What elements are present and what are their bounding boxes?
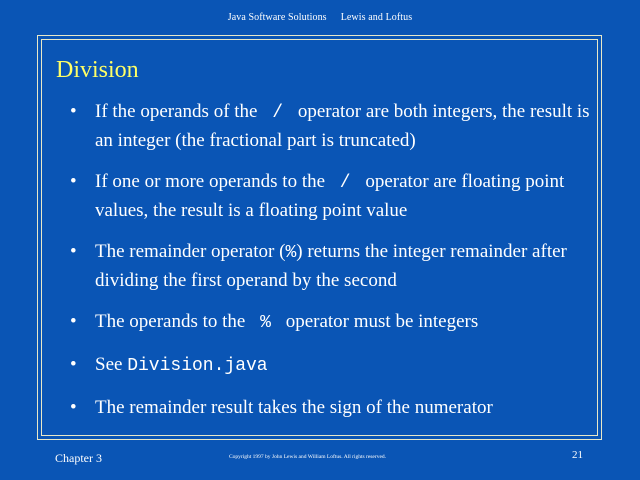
slide-header xyxy=(0,12,640,23)
bullet-list xyxy=(60,98,590,435)
bullet-text-pre: See xyxy=(95,354,123,375)
bullet-item xyxy=(60,394,590,421)
slide-title: Division xyxy=(56,57,139,83)
bullet-dot: • xyxy=(70,311,77,332)
bullet-item xyxy=(60,351,590,380)
bullet-text-pre: The remainder result takes the sign of the numerator xyxy=(95,397,493,418)
bullet-dot: • xyxy=(70,397,77,418)
bullet-code: Division.java xyxy=(127,356,268,376)
bullet-code: % xyxy=(260,313,271,333)
book-title: Java Software Solutions xyxy=(227,12,327,23)
bullet-text-pre: The remainder operator ( xyxy=(95,241,286,262)
bullet-dot: • xyxy=(70,171,77,192)
bullet-text-pre: The operands to the xyxy=(95,311,246,332)
bullet-text-pre: If one or more operands to the xyxy=(95,171,326,192)
bullet-dot: • xyxy=(70,241,77,262)
bullet-item xyxy=(60,238,590,294)
bullet-dot: • xyxy=(70,101,77,122)
page-number: 21 xyxy=(572,449,583,461)
bullet-code: / xyxy=(272,103,284,123)
bullet-code: / xyxy=(339,173,351,193)
bullet-item xyxy=(60,308,590,337)
bullet-item xyxy=(60,98,590,154)
bullet-text-post: operator must be integers xyxy=(285,311,479,332)
bullet-dot: • xyxy=(70,354,77,375)
bullet-item xyxy=(60,168,590,224)
bullet-text-post: operator are both integers, the result is an integer (the fractional part is truncated) xyxy=(95,101,590,151)
bullet-text-post: operator are floating point values, the result is a floating point value xyxy=(95,171,565,221)
chapter-label: Chapter 3 xyxy=(55,451,102,465)
bullet-text-pre: If the operands of the xyxy=(95,101,258,122)
authors: Lewis and Loftus xyxy=(340,12,413,23)
bullet-code: % xyxy=(285,243,297,263)
copyright-notice: Copyright 1997 by John Lewis and William Loftus. All rights reserved. xyxy=(229,454,387,460)
bullet-text-post: ) returns the integer remainder after dividing the first operand by the second xyxy=(95,241,567,291)
